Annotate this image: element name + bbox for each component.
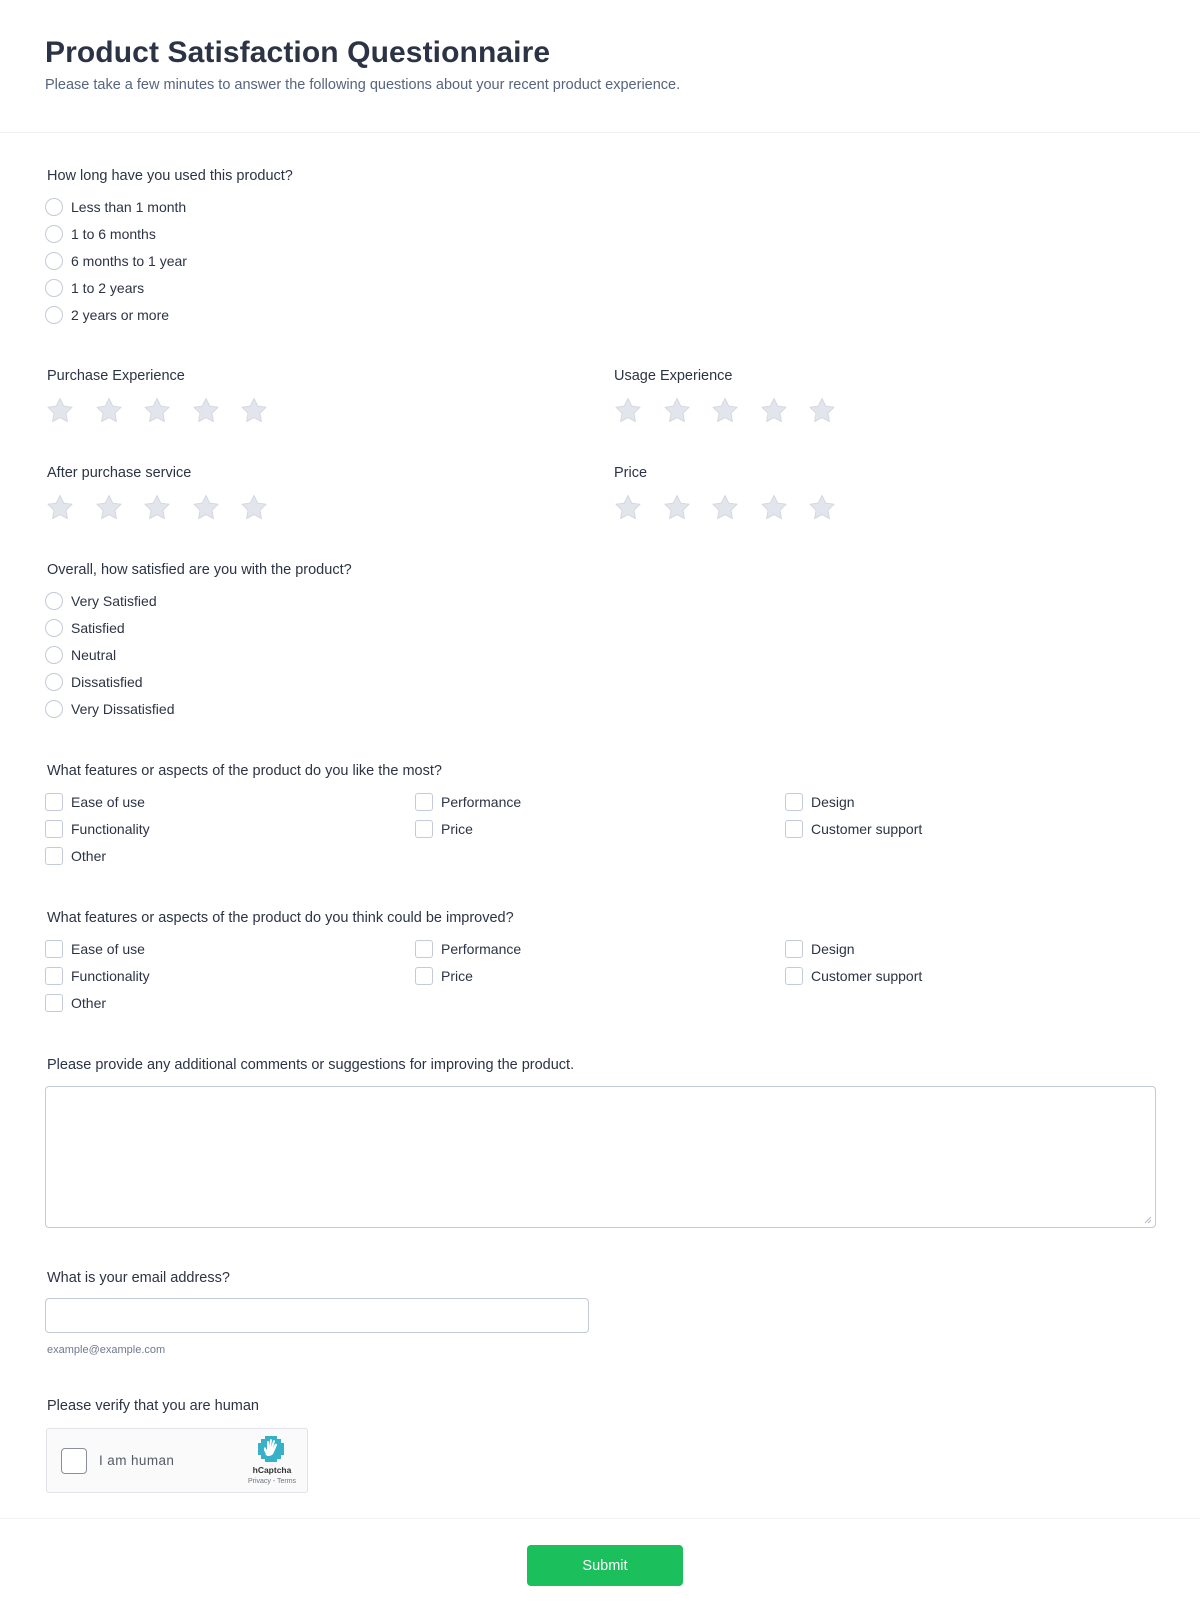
star-rating-usage[interactable] xyxy=(613,396,856,426)
radio-button[interactable] xyxy=(45,619,63,637)
question-improve-label: What features or aspects of the product do you think could be improved? xyxy=(47,910,514,926)
question-comments-label: Please provide any additional comments or suggestions for improving the product. xyxy=(47,1057,575,1073)
resize-handle-icon[interactable] xyxy=(1144,1216,1152,1224)
rating-after-service-label: After purchase service xyxy=(47,465,192,481)
checkbox-improve-option[interactable] xyxy=(785,966,922,986)
checkbox-like-option[interactable] xyxy=(45,792,145,812)
question-duration-label: How long have you used this product? xyxy=(47,168,293,184)
radio-button[interactable] xyxy=(45,279,63,297)
checkbox[interactable] xyxy=(45,994,63,1012)
footer-divider xyxy=(0,1518,1200,1519)
radio-button[interactable] xyxy=(45,306,63,324)
option-label: Dissatisfied xyxy=(71,674,143,690)
checkbox-improve-option[interactable] xyxy=(45,993,106,1013)
radio-duration-option[interactable] xyxy=(45,197,186,217)
page-title: Product Satisfaction Questionnaire xyxy=(45,36,551,69)
star-rating-purchase[interactable] xyxy=(45,396,288,426)
star-rating-after-service[interactable] xyxy=(45,493,288,523)
checkbox-improve-option[interactable] xyxy=(45,939,145,959)
checkbox[interactable] xyxy=(415,793,433,811)
question-overall-label: Overall, how satisfied are you with the product? xyxy=(47,562,352,578)
rating-purchase-label: Purchase Experience xyxy=(47,368,185,384)
captcha-checkbox-label: I am human xyxy=(99,1453,175,1468)
radio-button[interactable] xyxy=(45,700,63,718)
option-label: Ease of use xyxy=(71,941,145,957)
captcha-widget xyxy=(46,1428,308,1493)
checkbox-like-option[interactable] xyxy=(415,792,521,812)
checkbox[interactable] xyxy=(45,820,63,838)
checkbox[interactable] xyxy=(45,793,63,811)
captcha-privacy-terms-links[interactable]: Privacy - Terms xyxy=(247,1478,297,1485)
checkbox-like-option[interactable] xyxy=(415,819,473,839)
star-icon[interactable] xyxy=(759,396,789,426)
page-subtitle: Please take a few minutes to answer the following questions about your recent product experience. xyxy=(45,77,681,93)
star-icon[interactable] xyxy=(662,396,692,426)
option-label: Customer support xyxy=(811,968,923,984)
option-label: Customer support xyxy=(811,821,923,837)
checkbox[interactable] xyxy=(45,967,63,985)
star-icon[interactable] xyxy=(142,396,172,426)
radio-button[interactable] xyxy=(45,646,63,664)
star-icon[interactable] xyxy=(613,396,643,426)
captcha-checkbox[interactable] xyxy=(61,1448,87,1474)
star-icon[interactable] xyxy=(94,493,124,523)
checkbox-like-option[interactable] xyxy=(45,846,106,866)
radio-overall-option[interactable] xyxy=(45,699,174,719)
option-label: Price xyxy=(441,821,473,837)
star-icon[interactable] xyxy=(710,396,740,426)
star-icon[interactable] xyxy=(191,396,221,426)
captcha-question-label: Please verify that you are human xyxy=(47,1398,259,1414)
checkbox-like-option[interactable] xyxy=(785,792,855,812)
option-label: 1 to 2 years xyxy=(71,280,145,296)
star-icon[interactable] xyxy=(807,396,837,426)
option-label: Price xyxy=(441,968,473,984)
star-icon[interactable] xyxy=(710,493,740,523)
email-hint: example@example.com xyxy=(47,1344,166,1356)
radio-button[interactable] xyxy=(45,252,63,270)
submit-button[interactable]: Submit xyxy=(527,1545,683,1586)
option-label: 6 months to 1 year xyxy=(71,253,187,269)
checkbox[interactable] xyxy=(45,940,63,958)
checkbox[interactable] xyxy=(415,820,433,838)
radio-button[interactable] xyxy=(45,592,63,610)
star-icon[interactable] xyxy=(239,493,269,523)
comments-textarea[interactable] xyxy=(45,1086,1156,1228)
radio-button[interactable] xyxy=(45,225,63,243)
checkbox[interactable] xyxy=(785,940,803,958)
form-header xyxy=(0,0,1200,133)
radio-overall-option[interactable] xyxy=(45,672,143,692)
radio-duration-option[interactable] xyxy=(45,278,144,298)
rating-price-label: Price xyxy=(614,465,648,481)
option-label: Functionality xyxy=(71,968,150,984)
radio-duration-option[interactable] xyxy=(45,305,169,325)
question-email-label: What is your email address? xyxy=(47,1270,230,1286)
option-label: Other xyxy=(71,848,107,864)
question-like-label: What features or aspects of the product do you like the most? xyxy=(47,763,442,779)
option-label: 1 to 6 months xyxy=(71,226,156,242)
star-rating-price[interactable] xyxy=(613,493,856,523)
checkbox-like-option[interactable] xyxy=(45,819,150,839)
option-label: Other xyxy=(71,995,107,1011)
email-input[interactable] xyxy=(45,1298,589,1333)
star-icon[interactable] xyxy=(45,493,75,523)
option-label: Satisfied xyxy=(71,620,125,636)
checkbox[interactable] xyxy=(785,793,803,811)
rating-usage-label: Usage Experience xyxy=(614,368,733,384)
radio-duration-option[interactable] xyxy=(45,251,187,271)
star-icon[interactable] xyxy=(613,493,643,523)
star-icon[interactable] xyxy=(662,493,692,523)
star-icon[interactable] xyxy=(807,493,837,523)
star-icon[interactable] xyxy=(45,396,75,426)
option-label: Very Satisfied xyxy=(71,593,157,609)
radio-overall-option[interactable] xyxy=(45,645,116,665)
checkbox-improve-option[interactable] xyxy=(415,939,521,959)
checkbox-like-option[interactable] xyxy=(785,819,922,839)
radio-button[interactable] xyxy=(45,198,63,216)
star-icon[interactable] xyxy=(94,396,124,426)
radio-overall-option[interactable] xyxy=(45,591,157,611)
option-label: Ease of use xyxy=(71,794,145,810)
option-label: Neutral xyxy=(71,647,117,663)
checkbox[interactable] xyxy=(415,940,433,958)
option-label: Functionality xyxy=(71,821,150,837)
star-icon[interactable] xyxy=(142,493,172,523)
checkbox[interactable] xyxy=(785,967,803,985)
star-icon[interactable] xyxy=(239,396,269,426)
checkbox[interactable] xyxy=(415,967,433,985)
radio-button[interactable] xyxy=(45,673,63,691)
option-label: Design xyxy=(811,941,855,957)
radio-overall-option[interactable] xyxy=(45,618,125,638)
star-icon[interactable] xyxy=(759,493,789,523)
option-label: 2 years or more xyxy=(71,307,170,323)
option-label: Less than 1 month xyxy=(71,199,187,215)
checkbox-improve-option[interactable] xyxy=(45,966,150,986)
option-label: Very Dissatisfied xyxy=(71,701,175,717)
checkbox-improve-option[interactable] xyxy=(415,966,473,986)
checkbox[interactable] xyxy=(45,847,63,865)
option-label: Performance xyxy=(441,941,522,957)
checkbox-improve-option[interactable] xyxy=(785,939,855,959)
option-label: Design xyxy=(811,794,855,810)
option-label: Performance xyxy=(441,794,522,810)
captcha-brand: hCaptcha xyxy=(252,1465,292,1475)
star-icon[interactable] xyxy=(191,493,221,523)
radio-duration-option[interactable] xyxy=(45,224,156,244)
hcaptcha-logo-icon xyxy=(257,1435,285,1463)
checkbox[interactable] xyxy=(785,820,803,838)
